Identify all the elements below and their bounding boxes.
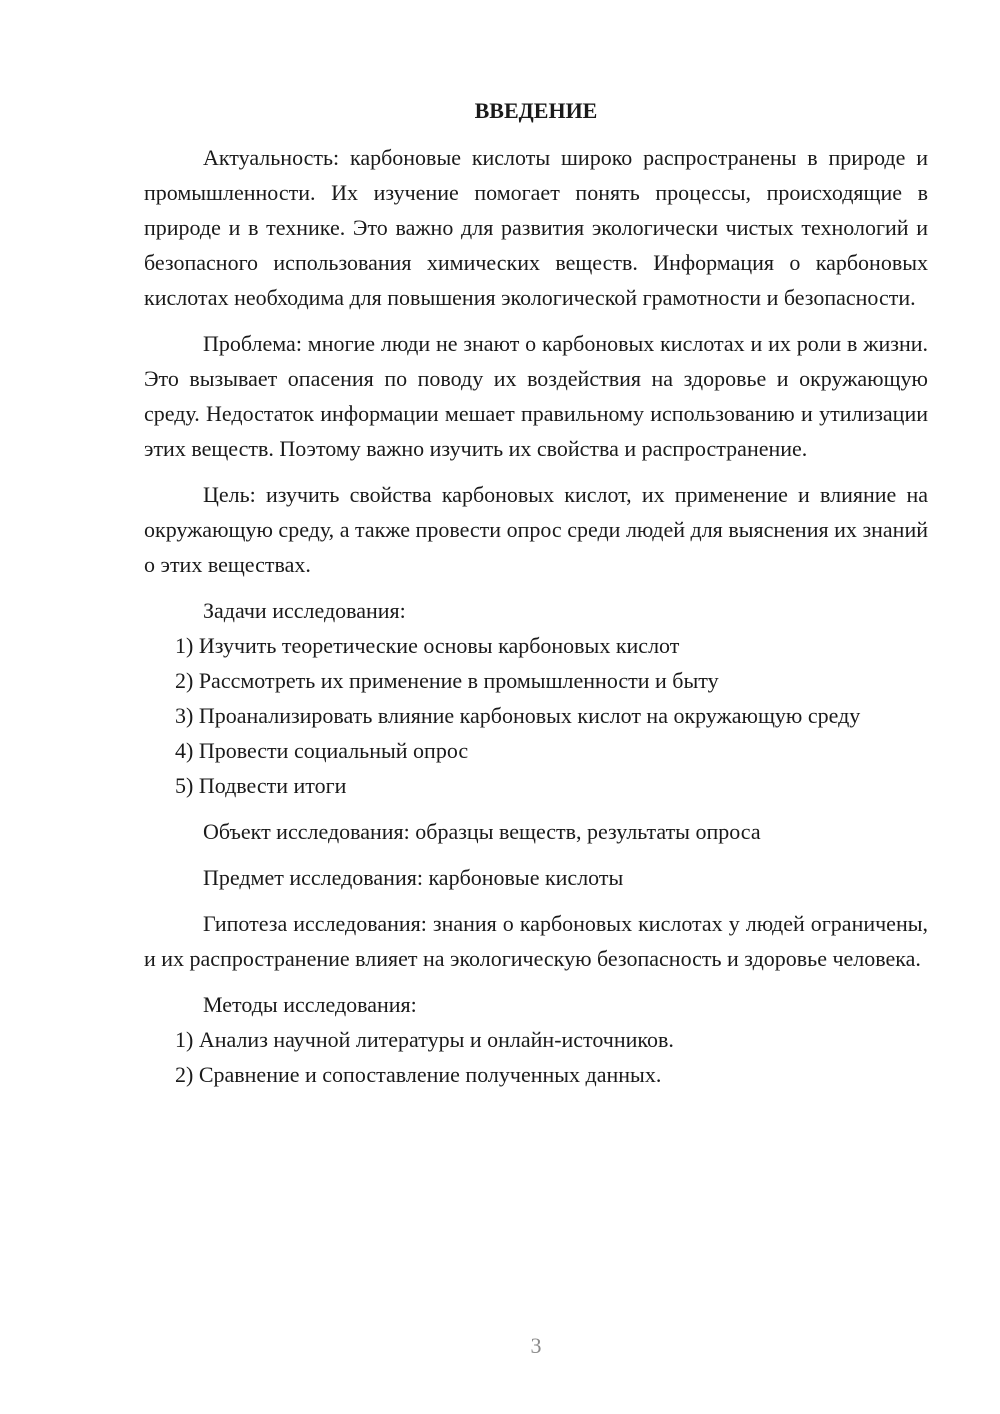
problem-paragraph: Проблема: многие люди не знают о карбоновых кислотах и их роли в жизни. Это вызывает опасения по поводу их воздействия на здоровье и окружающую среду. Недостаток информации мешает правильному использованию и утилизации этих веществ. Поэтому важно изучить их свойства и распространение.	[144, 331, 928, 461]
hypothesis-paragraph: Гипотеза исследования: знания о карбоновых кислотах у людей ограничены, и их распространение влияет на экологическую безопасность и здоровье человека.	[144, 911, 928, 971]
method-item: 1) Анализ научной литературы и онлайн-источников.	[175, 1027, 674, 1052]
page-number: 3	[530, 1333, 542, 1358]
task-item: 1) Изучить теоретические основы карбоновых кислот	[175, 633, 680, 658]
task-item: 4) Провести социальный опрос	[175, 738, 469, 763]
task-item: 3) Проанализировать влияние карбоновых кислот на окружающую среду	[175, 703, 861, 728]
section-title: ВВЕДЕНИЕ	[474, 98, 598, 123]
object-paragraph: Объект исследования: образцы веществ, результаты опроса	[203, 819, 761, 844]
goal-paragraph: Цель: изучить свойства карбоновых кислот, их применение и влияние на окружающую среду, а также провести опрос среди людей для выяснения их знаний о этих веществах.	[144, 482, 928, 577]
task-item: 2) Рассмотреть их применение в промышленности и быту	[175, 668, 719, 693]
relevance-paragraph: Актуальность: карбоновые кислоты широко распространены в природе и промышленности. Их изучение помогает понять процессы, происходящие в природе и в технике. Это важно для развития экологически чистых технологий и безопасного использования химических веществ. Информация о карбоновых кислотах необходима для повышения экологической грамотности и безопасности.	[144, 145, 928, 310]
methods-heading: Методы исследования:	[203, 992, 417, 1017]
task-item: 5) Подвести итоги	[175, 773, 347, 798]
subject-paragraph: Предмет исследования: карбоновые кислоты	[203, 865, 624, 890]
tasks-heading: Задачи исследования:	[203, 598, 406, 623]
method-item: 2) Сравнение и сопоставление полученных данных.	[175, 1062, 662, 1087]
page-body	[144, 96, 928, 1092]
